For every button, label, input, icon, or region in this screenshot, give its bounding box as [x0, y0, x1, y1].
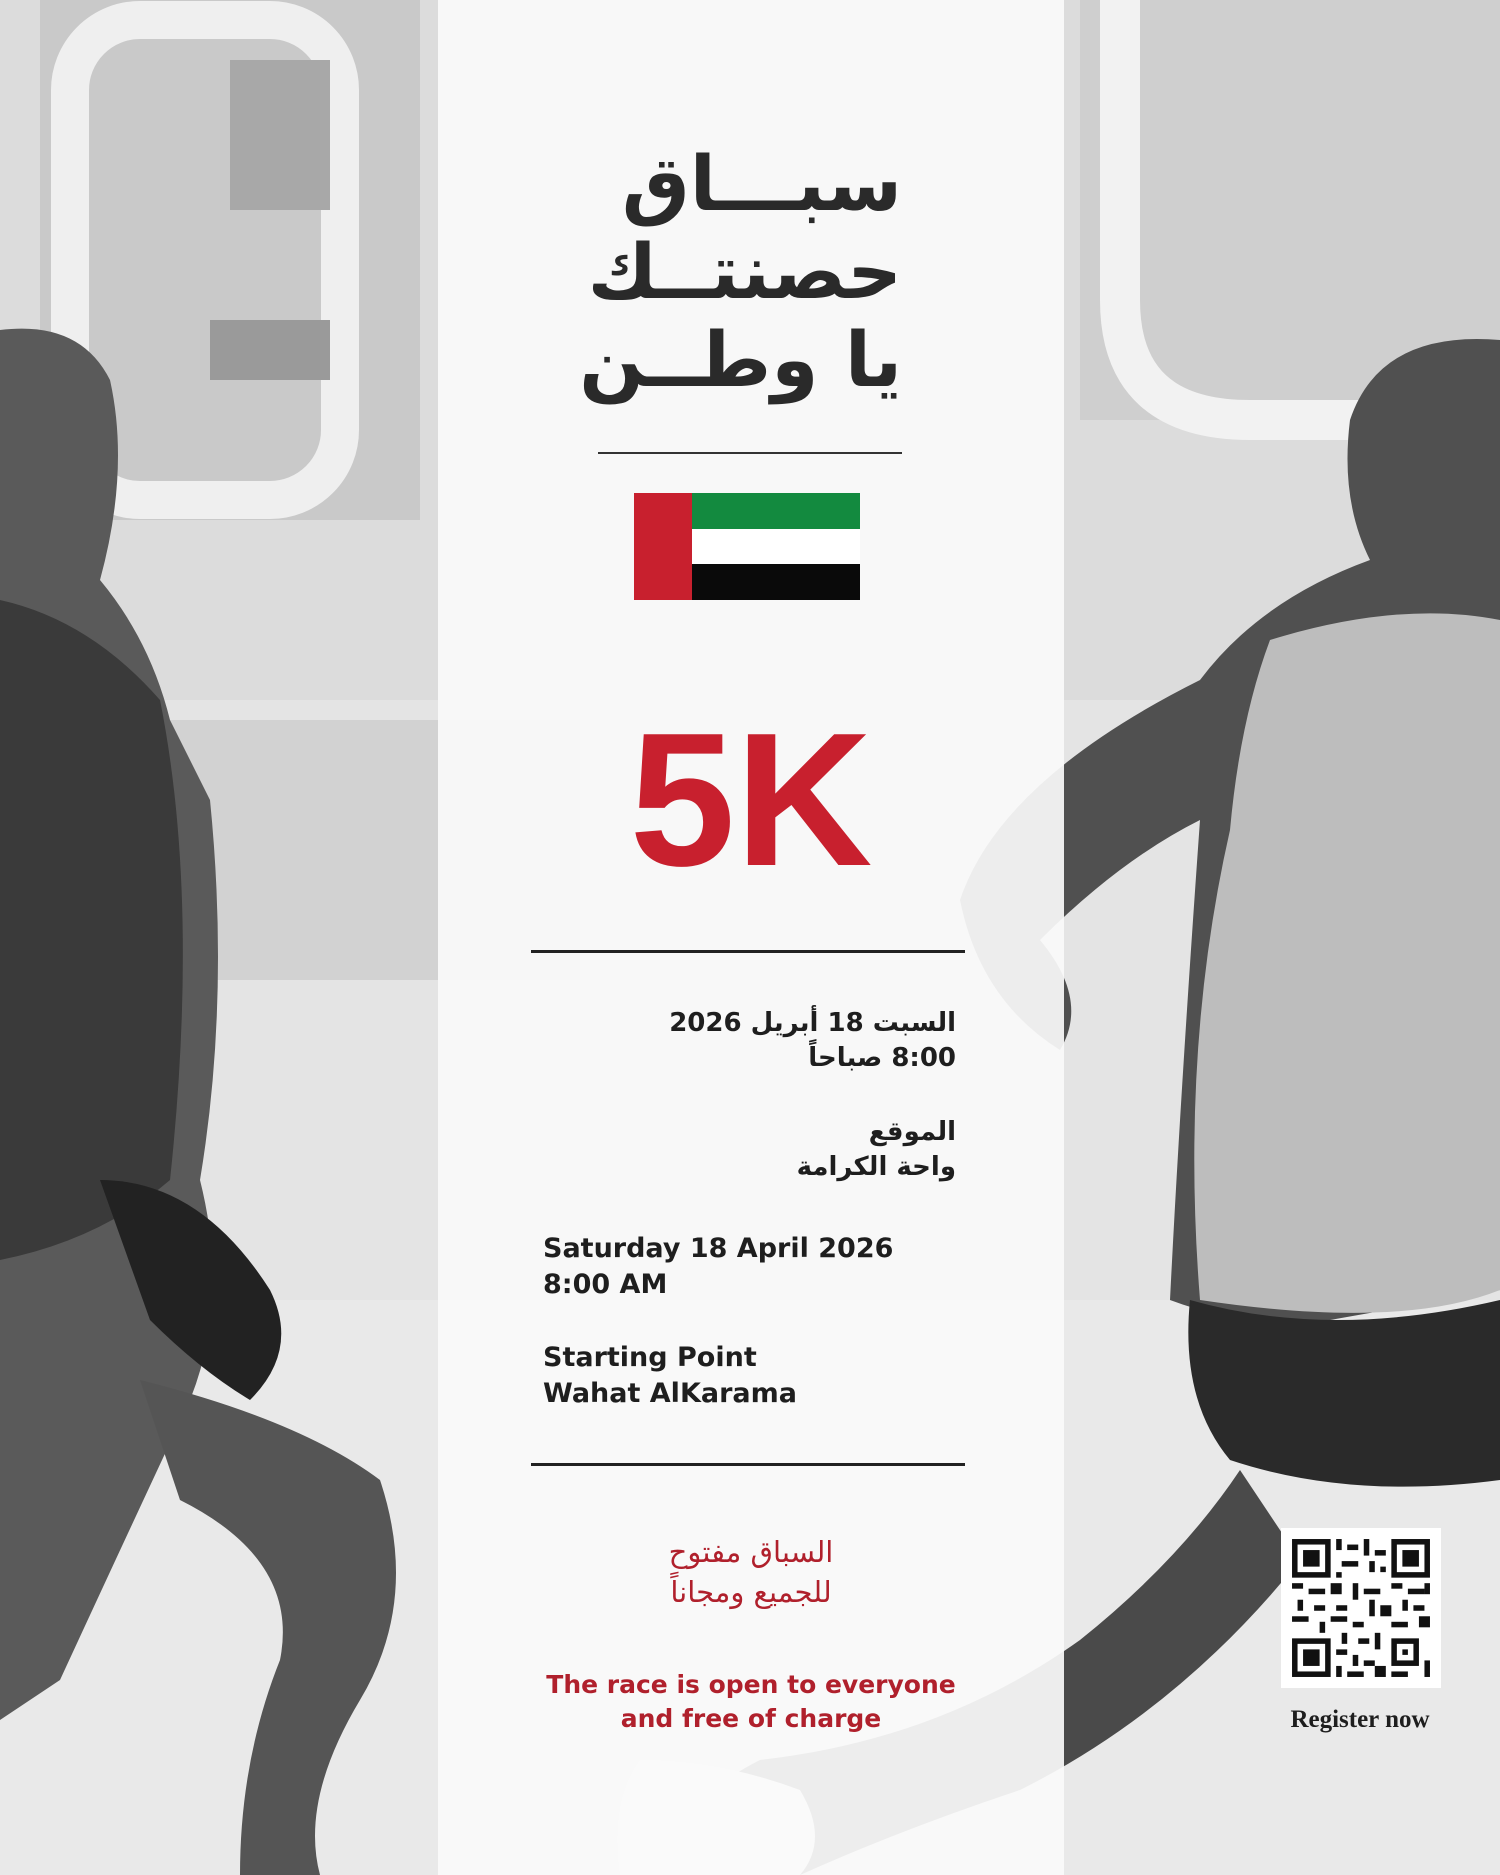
open-note-english — [438, 1668, 1064, 1736]
title-line-3: يا وطــن — [579, 315, 902, 404]
open-note-ar-line-2: للجميع ومجاناً — [670, 1575, 832, 1609]
distance-label: 5K — [629, 694, 873, 906]
divider-upper — [531, 950, 965, 953]
title-line-1: سبـــاق — [621, 139, 902, 228]
title-divider — [598, 452, 902, 454]
arabic-date-time — [536, 1006, 956, 1076]
english-date: Saturday 18 April 2026 — [543, 1233, 894, 1264]
uae-flag-icon — [634, 493, 860, 600]
qr-code-icon[interactable] — [1281, 1528, 1441, 1688]
open-note-en-line-2: and free of charge — [620, 1704, 882, 1733]
title-line-2: حصنتــك — [587, 227, 902, 316]
event-title — [502, 140, 902, 404]
arabic-time: 8:00 صباحاً — [808, 1043, 956, 1073]
english-time: 8:00 AM — [543, 1269, 668, 1300]
english-date-time — [543, 1231, 963, 1303]
open-note-arabic — [438, 1532, 1064, 1612]
open-note-en-line-1: The race is open to everyone — [546, 1670, 956, 1699]
register-now-label[interactable]: Register now — [1290, 1706, 1430, 1733]
open-note-ar-line-1: السباق مفتوح — [668, 1535, 834, 1569]
english-location — [543, 1340, 963, 1412]
arabic-date: السبت 18 أبريل 2026 — [669, 1008, 956, 1038]
english-location-value: Wahat AlKarama — [543, 1378, 797, 1409]
arabic-location-value: واحة الكرامة — [796, 1152, 956, 1182]
divider-lower — [531, 1463, 965, 1466]
english-location-label: Starting Point — [543, 1342, 757, 1373]
arabic-location — [536, 1115, 956, 1185]
arabic-location-label: الموقع — [868, 1117, 956, 1147]
